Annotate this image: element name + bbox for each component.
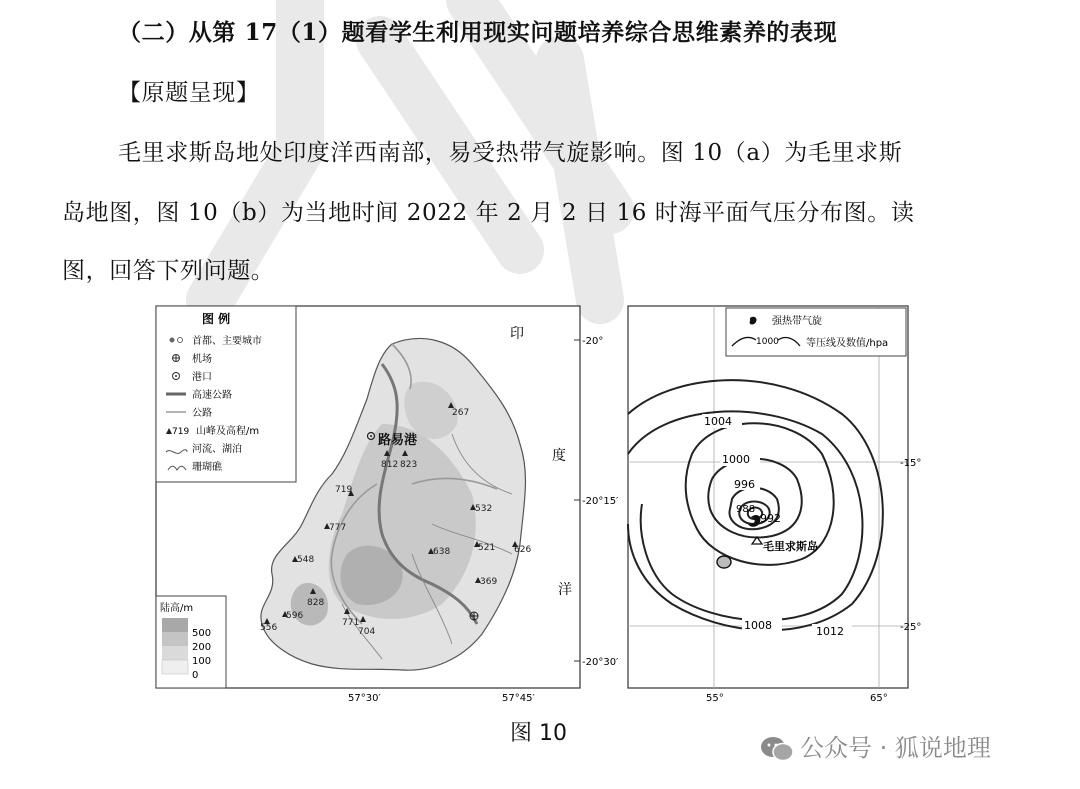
- peak-label: 596: [286, 611, 304, 621]
- legend-item: 珊瑚礁: [192, 462, 222, 473]
- elevation-level: 500: [192, 628, 212, 639]
- source-text: 公众号 · 狐说地理: [800, 734, 991, 762]
- watermark: [0, 0, 1080, 340]
- figure-10: [152, 304, 922, 704]
- question-paragraph-line-2: 岛地图，图 10（b）为当地时间 2022 年 2 月 2 日 16 时海平面气压分布图。读: [62, 200, 915, 226]
- lon-label: 65°: [870, 693, 888, 704]
- isobar-label: 1012: [816, 625, 844, 638]
- lat-label: -20°: [582, 336, 604, 347]
- peak-label: 638: [433, 547, 451, 557]
- peak-label: 626: [514, 545, 532, 555]
- isobar-label: 996: [734, 478, 755, 491]
- section-label: 【原题呈现】: [118, 80, 260, 106]
- elevation-level: 200: [192, 642, 212, 653]
- ocean-char: 度: [552, 448, 566, 464]
- lat-label: -15°: [900, 458, 922, 469]
- map-a: [156, 306, 619, 704]
- peak-label: 369: [480, 577, 498, 587]
- lon-label: 55°: [706, 693, 724, 704]
- question-paragraph-line-1: 毛里求斯岛地处印度洋西南部，易受热带气旋影响。图 10（a）为毛里求斯: [118, 140, 903, 166]
- peak-label: 777: [329, 523, 347, 533]
- lat-label: -20°15′: [582, 496, 619, 507]
- legend-title: 图 例: [202, 312, 231, 326]
- map-a-legend: [156, 306, 296, 482]
- peak-label: 267: [452, 408, 470, 418]
- ocean-char: 洋: [558, 582, 572, 598]
- isobar-label: 992: [760, 512, 781, 525]
- lat-label: -20°30′: [582, 657, 619, 668]
- lon-label: 57°45′: [502, 693, 535, 704]
- peak-label: 812: [381, 460, 399, 470]
- peak-label: 548: [297, 555, 315, 565]
- peak-label: 719: [335, 485, 353, 495]
- peak-label: 704: [358, 627, 376, 637]
- elevation-title: 陆高/m: [160, 603, 194, 614]
- isobar-label: 1004: [704, 415, 732, 428]
- isobar-label: 988: [736, 504, 756, 515]
- legend-isobar-text: 等压线及数值/hpa: [806, 338, 889, 349]
- peak-label: 556: [260, 623, 278, 633]
- peak-label: 532: [475, 504, 493, 514]
- source-attribution: [760, 728, 991, 763]
- legend-item: 首都、主要城市: [192, 336, 262, 347]
- peak-label: 823: [400, 460, 418, 470]
- wechat-icon: [760, 735, 794, 763]
- legend-item: 公路: [192, 408, 212, 419]
- peak-label: 828: [307, 598, 325, 608]
- port-louis-label: 路易港: [378, 433, 418, 448]
- legend-item: 河流、湖泊: [192, 444, 242, 455]
- peak-label: 521: [478, 543, 496, 553]
- peak-label: 771: [342, 618, 360, 628]
- map-b-legend: [726, 308, 906, 356]
- ocean-char: 印: [510, 326, 524, 342]
- island-label: 毛里求斯岛: [763, 540, 818, 553]
- legend-isobar-sample: 1000: [756, 337, 779, 347]
- legend-item: 港口: [192, 372, 212, 383]
- legend-item: 机场: [192, 354, 212, 365]
- isobar-label: 1000: [722, 453, 750, 466]
- elevation-level: 100: [192, 656, 212, 667]
- isobar-label: 1008: [744, 619, 772, 632]
- lat-label: -25°: [900, 622, 922, 633]
- legend-cyclone: 强热带气旋: [772, 316, 822, 327]
- legend-item: 山峰及高程/m: [196, 426, 260, 437]
- map-b: [628, 306, 921, 704]
- section-heading: （二）从第 17（1）题看学生利用现实问题培养综合思维素养的表现: [118, 19, 838, 46]
- elevation-level: 0: [192, 670, 199, 681]
- legend-peak-sample: 719: [172, 427, 190, 437]
- elevation-legend: [156, 596, 226, 688]
- figure-caption: 图 10: [510, 721, 567, 746]
- lon-label: 57°30′: [348, 693, 381, 704]
- legend-item: 高速公路: [192, 390, 232, 401]
- question-paragraph-line-3: 图，回答下列问题。: [62, 258, 275, 284]
